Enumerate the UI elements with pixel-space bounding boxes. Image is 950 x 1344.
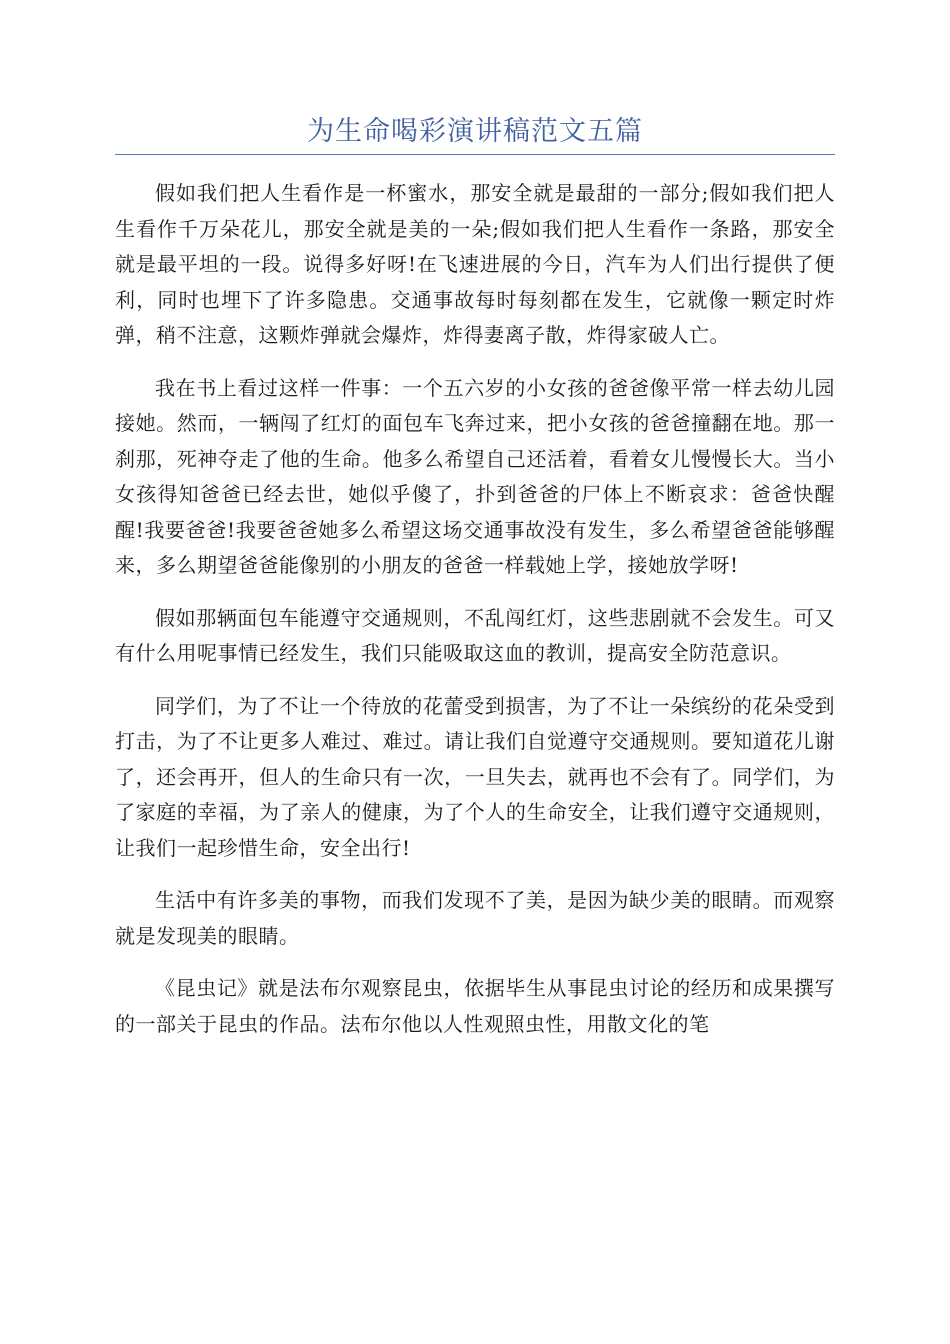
paragraph-5: 生活中有许多美的事物，而我们发现不了美，是因为缺少美的眼睛。而观察就是发现美的眼睛。 — [115, 888, 835, 948]
document-title: 为生命喝彩演讲稿范文五篇 — [307, 116, 643, 147]
document-body — [115, 176, 835, 1059]
paragraph-4: 同学们，为了不让一个待放的花蕾受到损害，为了不让一朵缤纷的花朵受到打击，为了不让更多人难过、难过。请让我们自觉遵守交通规则。要知道花儿谢了，还会再开，但人的生命只有一次，一旦失去，就再也不会有了。同学们，为了家庭的幸福，为了亲人的健康，为了个人的生命安全，让我们遵守交通规则，让我们一起珍惜生命，安全出行! — [115, 693, 835, 860]
paragraph-6: 《昆虫记》就是法布尔观察昆虫，依据毕生从事昆虫讨论的经历和成果撰写的一部关于昆虫的作品。法布尔他以人性观照虫性，用散文化的笔 — [115, 976, 835, 1036]
paragraph-3: 假如那辆面包车能遵守交通规则，不乱闯红灯，这些悲剧就不会发生。可又有什么用呢事情已经发生，我们只能吸取这血的教训，提高安全防范意识。 — [115, 605, 835, 665]
title-underline — [115, 154, 835, 155]
paragraph-2: 我在书上看过这样一件事：一个五六岁的小女孩的爸爸像平常一样去幼儿园接她。然而，一辆闯了红灯的面包车飞奔过来，把小女孩的爸爸撞翻在地。那一刹那，死神夺走了他的生命。他多么希望自己还活着，看着女儿慢慢长大。当小女孩得知爸爸已经去世，她似乎傻了，扑到爸爸的尸体上不断哀求：爸爸快醒醒!我要爸爸!我要爸爸她多么希望这场交通事故没有发生，多么希望爸爸能够醒来，多么期望爸爸能像别的小朋友的爸爸一样载她上学，接她放学呀! — [115, 375, 835, 577]
paragraph-1: 假如我们把人生看作是一杯蜜水，那安全就是最甜的一部分;假如我们把人生看作千万朵花儿，那安全就是美的一朵;假如我们把人生看作一条路，那安全就是最平坦的一段。说得多好呀!在飞速进展的今日，汽车为人们出行提供了便利，同时也埋下了许多隐患。交通事故每时每刻都在发生，它就像一颗定时炸弹，稍不注意，这颗炸弹就会爆炸，炸得妻离子散，炸得家破人亡。 — [115, 181, 835, 347]
